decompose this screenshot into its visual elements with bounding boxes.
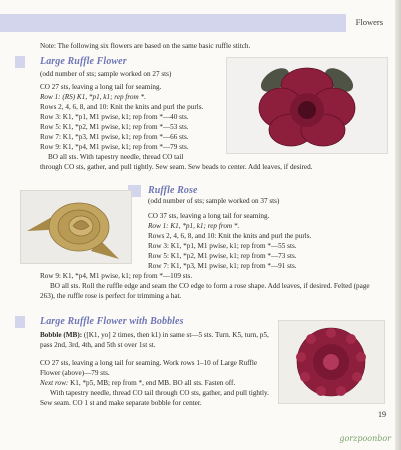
instruction-paragraph: BO all sts. Roll the ruffle edge and seam the CO edge to form a rose shape. Add leaves, if desired. Felted (page 263), the ruffle rose is perfect for trimming a hat.	[40, 282, 370, 301]
bobble-flower-illustration	[279, 321, 384, 403]
ruffle-rose-photo	[20, 190, 132, 264]
instruction-line: Row 3: K1, *p1, M1 pwise, k1; rep from *—40 sts.	[40, 113, 189, 121]
watermark-signature: gorzpoonbor	[339, 434, 391, 443]
instruction-paragraph	[40, 378, 272, 388]
header-color-band	[0, 14, 346, 32]
instruction-line: Row 7: K1, *p3, M1 pwise, k1; rep from *—91 sts.	[148, 262, 297, 270]
instruction-line: Row 5: K1, *p2, M1 pwise, k1; rep from *—53 sts.	[40, 123, 189, 131]
instruction-line: Row 9: K1, *p4, M1 pwise, k1; rep from *—79 sts.	[40, 143, 189, 151]
instruction-line: CO 27 sts, leaving a long tail for seaming.	[40, 83, 162, 91]
instruction-line: Rows 2, 4, 6, 8, and 10: Knit the knits and purl the purls.	[148, 232, 312, 240]
instruction-line: Row 9: K1, *p4, M1 pwise, k1; rep from *—109 sts.	[40, 272, 193, 280]
instruction-line: Rows 2, 4, 6, 8, and 10: Knit the knits and purl the purls.	[40, 103, 204, 111]
bobble-term: Bobble (MB):	[40, 331, 83, 339]
ruffle-rose-subtitle: (odd number of sts; sample worked on 37 sts)	[148, 197, 280, 205]
section-header: Flowers	[355, 17, 383, 27]
instruction-line: through CO sts, gather, and pull tightly. Sew seam. Sew beads to center. Add leaves, if desired.	[40, 163, 313, 171]
page-edge	[395, 0, 401, 450]
bobble-definition	[40, 330, 270, 350]
instruction-line: CO 37 sts, leaving a long tail for seaming.	[148, 212, 270, 220]
instruction-line: Row 3: K1, *p1, M1 pwise, k1; rep from *—55 sts.	[148, 242, 297, 250]
intro-note: Note: The following six flowers are based on the same basic ruffle stitch.	[40, 42, 251, 50]
rose-illustration	[21, 191, 131, 263]
large-ruffle-flower-photo	[226, 57, 388, 154]
instruction-line: BO all sts. With tapestry needle, thread CO tail	[48, 153, 184, 161]
row-text: Row 1: (RS) K1, *p1, k1; rep from *.	[40, 93, 146, 101]
next-row-text: K1, *p5, MB; rep from *, end MB. BO all sts. Fasten off.	[70, 379, 236, 387]
row-text: Row 1: K1, *p1, k1; rep from *.	[148, 222, 240, 230]
section-bar	[15, 56, 25, 68]
bobble-flower-photo	[278, 320, 385, 404]
ruffle-rose-title: Ruffle Rose	[148, 185, 198, 196]
instruction-line: Row 7: K1, *p3, M1 pwise, k1; rep from *—66 sts.	[40, 133, 189, 141]
instruction-paragraph: With tapestry needle, thread CO tail through CO sts, gather, and pull tightly. Sew seam. CO 1 st and make separate bobble for center.	[40, 389, 269, 408]
page-number: 19	[378, 410, 386, 419]
instruction-paragraph: CO 27 sts, leaving a long tail for seaming. Work rows 1–10 of Large Ruffle Flower (above)—79 sts.	[40, 359, 258, 378]
instruction-line: Row 5: K1, *p2, M1 pwise, k1; rep from *—73 sts.	[148, 252, 297, 260]
large-ruffle-title: Large Ruffle Flower	[40, 56, 127, 67]
header-bar	[0, 14, 395, 32]
next-row-label: Next row:	[40, 379, 69, 387]
flower-illustration	[227, 58, 387, 153]
large-ruffle-subtitle: (odd number of sts; sample worked on 27 sts)	[40, 70, 172, 78]
bobbles-title: Large Ruffle Flower with Bobbles	[40, 316, 184, 327]
instruction-line	[40, 92, 146, 102]
instruction-line	[148, 221, 239, 231]
section-bar	[15, 316, 25, 328]
bobble-text: ([K1, yo] 2 times, then k1) in same st—5 sts. Turn. K5, turn, p5, pass 2nd, 3rd, 4th, and 5th st over 1st st.	[40, 331, 269, 350]
